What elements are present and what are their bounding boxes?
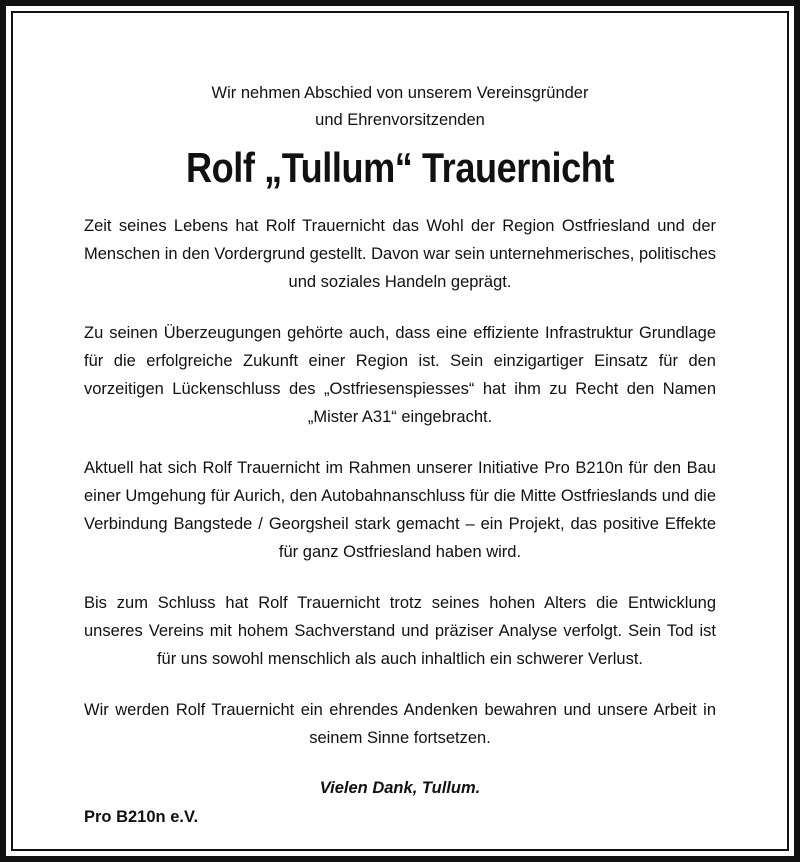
paragraph-1: Zeit seines Lebens hat Rolf Trauernicht das Wohl der Region Ostfriesland und der Menschen in den Vordergrund gestellt. Davon war sein unternehmerisches, politisches und soziales Handeln geprägt. (84, 217, 716, 291)
organization-signature: Pro B210n e.V. (84, 808, 199, 826)
paragraph-5: Wir werden Rolf Trauernicht ein ehrendes Andenken bewahren und unsere Arbeit in seinem Sinne fortsetzen. (84, 701, 716, 747)
intro-line-2: und Ehrenvorsitzenden (315, 111, 485, 129)
intro-text (84, 80, 716, 134)
intro-line-1: Wir nehmen Abschied von unserem Vereinsgründer (211, 84, 589, 102)
paragraph-3: Aktuell hat sich Rolf Trauernicht im Rahmen unserer Initiative Pro B210n für den Bau einer Umgehung für Aurich, den Autobahnanschluss für die Mitte Ostfrieslands und die Verbindung Bangstede / Georgsheil stark gemacht – ein Projekt, das positive Effekte für ganz Ostfriesland haben wird. (84, 459, 716, 561)
thanks-line: Vielen Dank, Tullum. (319, 779, 481, 797)
obituary-notice (84, 80, 716, 830)
deceased-name: Rolf „Tullum“ Trauernicht (185, 144, 615, 191)
paragraph-4: Bis zum Schluss hat Rolf Trauernicht trotz seines hohen Alters die Entwicklung unseres Vereins mit hohem Sachverstand und präziser Analyse verfolgt. Sein Tod ist für uns sowohl menschlich als auch inhaltlich ein schwerer Verlust. (84, 594, 716, 668)
paragraph-2: Zu seinen Überzeugungen gehörte auch, dass eine effiziente Infrastruktur Grundlage für die erfolgreiche Zukunft einer Region ist. Sein einzigartiger Einsatz für den vorzeitigen Lückenschluss des „Ostfriesenspiesses“ hat ihm zu Recht den Namen „Mister A31“ eingebracht. (84, 324, 716, 426)
